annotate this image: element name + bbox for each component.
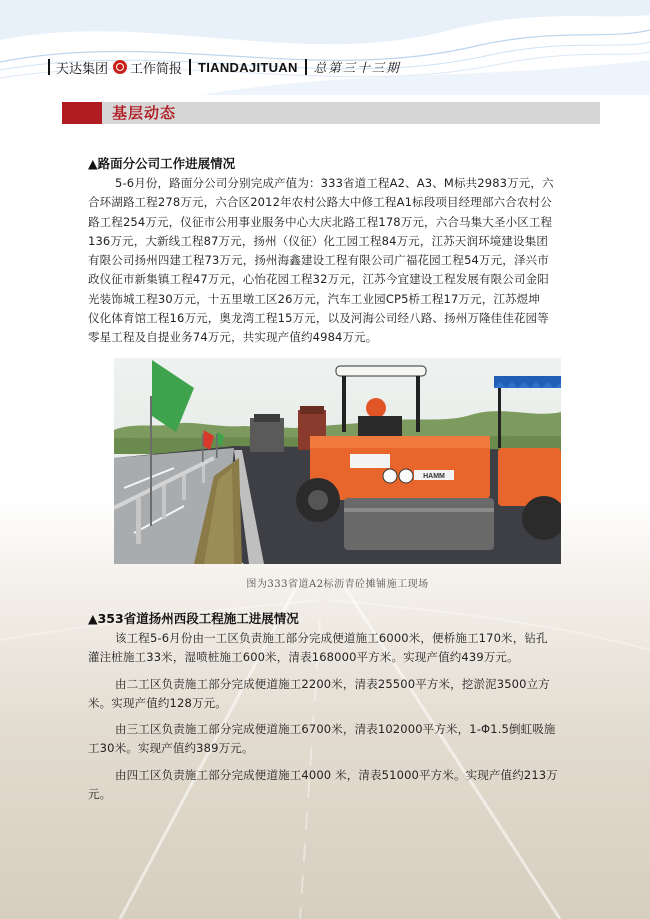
article2-paragraph <box>88 675 608 714</box>
article2-line: 元。 <box>88 787 112 802</box>
header-divider <box>189 59 191 75</box>
article1-line: 有限公司扬州四建工程73万元，扬州海鑫建设工程有限公司广福花园工程54万元，泽兴市 <box>88 253 549 268</box>
article1-line: 政仪征市新集镇工程47万元，心怡花园工程32万元，江苏今宜建设工程发展有限公司金阳 <box>88 272 549 287</box>
header-divider <box>305 59 307 75</box>
company-name: 天达集团 <box>56 61 109 77</box>
article1-body <box>88 174 608 348</box>
article2-line: 米。实现产值约128万元。 <box>88 695 227 710</box>
page-header <box>48 57 401 77</box>
article1-line: 136万元，大新线工程87万元，扬州（仪征）化工园工程84万元，江苏天润环境建设集团 <box>88 233 549 248</box>
publication-name: 工作简报 <box>130 61 183 77</box>
article1-line: 光装饰城工程30万元，十五里墩工区26万元，汽车工业园CP5桥工程17万元，江苏煜坤 <box>88 291 540 306</box>
construction-photo <box>114 358 561 564</box>
section-title: 基层动态 <box>112 104 177 122</box>
roller-brand-label: HAMM <box>423 473 445 480</box>
company-logo-icon <box>113 60 127 74</box>
article2-line: 工30米。实现产值约389万元。 <box>88 741 254 756</box>
article2-paragraph <box>88 629 608 668</box>
brand-english: TIANDAJITUAN <box>198 59 298 75</box>
article2-line: 由二工区负责施工部分完成便道施工2200米，清表25500平方米，挖淤泥3500立方 <box>115 676 550 691</box>
article1-heading: ▲路面分公司工作进展情况 <box>88 156 236 171</box>
section-banner-accent <box>62 102 102 124</box>
photo-illustration <box>114 358 561 564</box>
article1-line: 仪化体育馆工程16万元，奥龙湾工程15万元，以及河海公司经八路、扬州万隆佳佳花园等 <box>88 311 549 326</box>
photo-caption: 图为333省道A2标沥青砼摊铺施工现场 <box>246 579 429 590</box>
header-divider <box>48 59 50 75</box>
article1-line: 5-6月份，路面分公司分别完成产值为：333省道工程A2、A3、M标共2983万元，六 <box>115 176 554 190</box>
article2-paragraph <box>88 766 608 805</box>
article2-line: 灌注桩施工33米，湿喷桩施工600米，清表168000平方米。实现产值约439万元。 <box>88 650 519 665</box>
article2-body <box>88 629 608 804</box>
article1-line: 合环湖路工程278万元，六合区2012年农村公路大中修工程A1标段项目经理部六合农村公 <box>88 195 552 210</box>
article2-line: 由四工区负责施工部分完成便道施工4000 米，清表51000平方米。实现产值约213万 <box>115 767 558 782</box>
header-wave-decoration <box>0 0 650 95</box>
article2-line: 由三工区负责施工部分完成便道施工6700米，清表102000平方米，1-Φ1.5倒虹吸施 <box>115 722 556 737</box>
issue-number: 总第三十三期 <box>313 60 401 75</box>
article2-paragraph <box>88 720 608 759</box>
article1-line: 路工程254万元，仪征市公用事业服务中心大庆北路工程178万元，六合马集大圣小区工程 <box>88 214 553 229</box>
section-banner <box>62 102 600 124</box>
article2-heading: ▲353省道扬州西段工程施工进展情况 <box>88 611 299 626</box>
article2-line: 该工程5-6月份由一工区负责施工部分完成便道施工6000米，便桥施工170米，钻孔 <box>115 631 548 645</box>
article1-line: 零星工程及自提业务74万元，共实现产值约4984万元。 <box>88 330 378 345</box>
